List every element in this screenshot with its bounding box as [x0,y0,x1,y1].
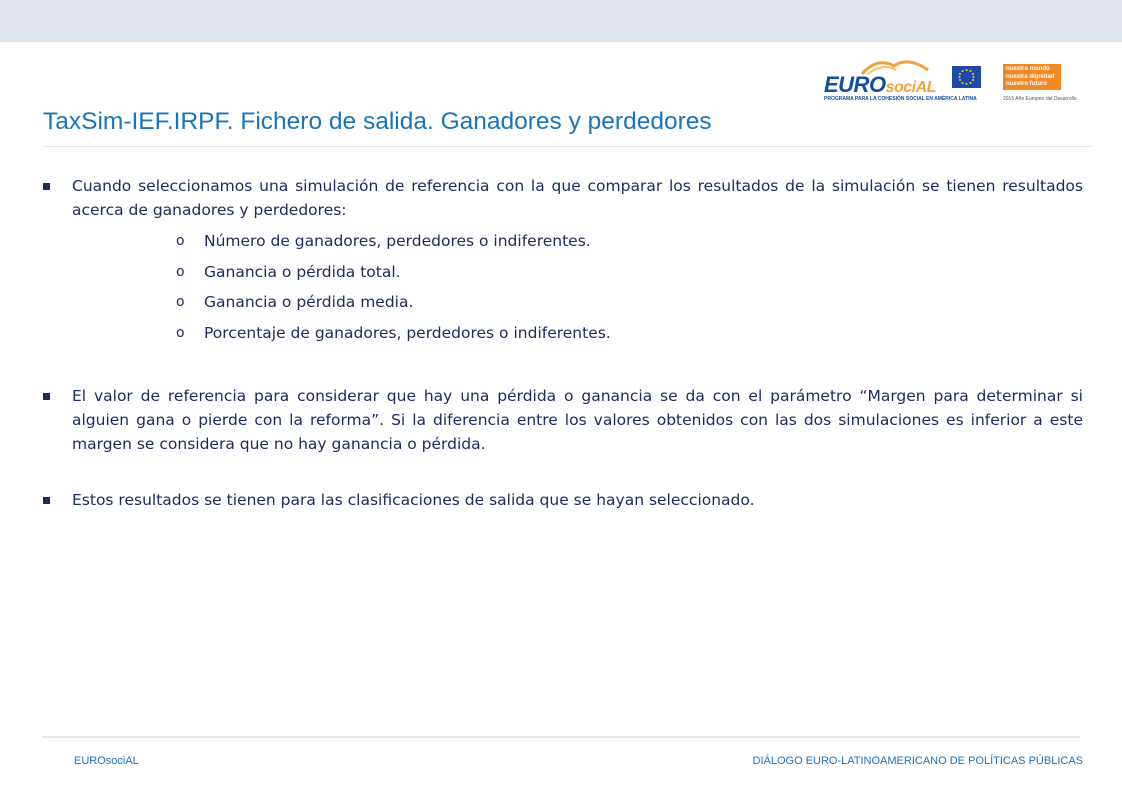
logo-tagline: PROGRAMA PARA LA COHESIÓN SOCIAL EN AMÉRICA LATINA [824,96,977,102]
slide-content [43,174,1083,512]
bullet-text: El valor de referencia para considerar que hay una pérdida o ganancia se da con el parámetro “Margen para determinar si alguien gana o pierde con la reforma”. Si la diferencia entre los valores obtenidos con las dos simulaciones es inferior a este margen se considera que no hay ganancia o pérdida. [72,387,1083,453]
circle-bullet-icon: o [176,263,185,280]
badge-line: nuestro futuro [1006,81,1047,87]
european-year-caption: 2015 Año Europeo del Desarrollo [1003,96,1077,102]
sub-item-text: Ganancia o pérdida media. [204,293,414,311]
bullet-text: Estos resultados se tienen para las clasificaciones de salida que se hayan seleccionado. [72,491,755,509]
circle-bullet-icon: o [176,233,185,249]
sub-item-text: Porcentaje de ganadores, perdedores o indiferentes. [204,323,611,342]
top-band [0,0,1122,42]
sub-list-item [72,226,1083,257]
bullet-item [43,384,1083,456]
eu-flag-icon [952,66,981,88]
square-bullet-icon [43,393,50,400]
footer-brand: EUROsociAL [74,755,139,767]
sub-item-text: Número de ganadores, perdedores o indiferentes. [204,232,591,250]
sub-item-text: Ganancia o pérdida total. [204,262,401,281]
square-bullet-icon [43,183,50,190]
eurosocial-logo [818,58,980,108]
circle-bullet-icon: o [176,294,185,310]
page-title: TaxSim-IEF.IRPF. Fichero de salida. Ganadores y perdedores [43,108,712,135]
bullet-item [43,488,1083,512]
badge-line: nuestro mundo [1006,66,1050,72]
footer-tagline: DIÁLOGO EURO-LATINOAMERICANO DE POLÍTICAS PÚBLICAS [752,755,1083,767]
bullet-item [43,174,1083,348]
square-bullet-icon [43,497,50,504]
header-logos [818,58,1080,108]
circle-bullet-icon: o [176,324,185,341]
european-year-badge [1003,64,1061,90]
sub-list-item [72,318,1083,349]
badge-line: nuestra dignidad [1006,73,1055,80]
sub-list-item [72,257,1083,288]
sub-list [72,226,1083,348]
logo-wordmark: EUROsociAL [824,72,936,97]
bullet-text: Cuando seleccionamos una simulación de referencia con la que comparar los resultados de la simulación se tienen resultados acerca de ganadores y perdedores: [72,177,1083,219]
title-divider [43,146,1091,147]
footer-divider [42,736,1080,738]
sub-list-item [72,287,1083,318]
